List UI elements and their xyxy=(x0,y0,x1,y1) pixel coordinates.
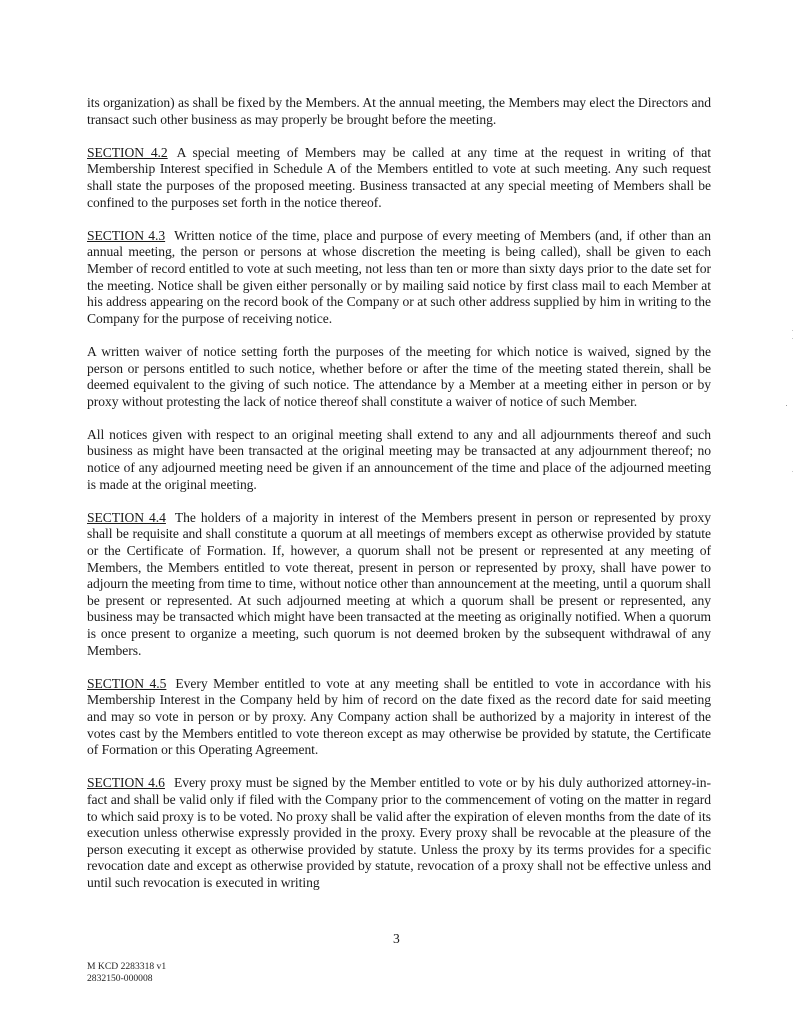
section-heading: SECTION 4.2 xyxy=(87,144,168,160)
section-text: Every proxy must be signed by the Member entitled to vote or by his duly authorized attorney-in-fact and shall be valid only if filed with the Company prior to the commencement of voting on the matter in regard to which said proxy is to be voted. No proxy shall be valid after the expiration of eleven months from the date of its execution unless otherwise expressly provided in the proxy. Every proxy shall be revocable at the pleasure of the person executing it except as otherwise provided by statute. Unless the proxy by its terms provides for a specific revocation date and except as otherwise provided by statute, revocation of a proxy shall not be effective unless and until such revocation is executed in writing xyxy=(87,775,711,890)
scan-artifact xyxy=(792,471,793,472)
section-heading: SECTION 4.4 xyxy=(87,509,166,525)
footer-matter-number: 2832150-000008 xyxy=(87,972,153,984)
page-number: 3 xyxy=(393,931,400,946)
section-text: Written notice of the time, place and purpose of every meeting of Members (and, if other than an annual meeting, the person or persons at whose discretion the meeting is being called), shall be given to each Member of record entitled to vote at such meeting, not less than ten or more than sixty days prior to the date set for the meeting. Notice shall be given either personally or by mailing said notice by first class mail to each Member at his address appearing on the record book of the Company or at such other address supplied by him in writing to the Company for the purpose of receiving notice. xyxy=(87,227,711,326)
paragraph-intro-continuation xyxy=(87,95,711,128)
section-4-4 xyxy=(87,510,711,659)
section-4-5 xyxy=(87,676,711,759)
section-4-3 xyxy=(87,228,711,328)
section-heading: SECTION 4.5 xyxy=(87,675,167,691)
paragraph-text: its organization) as shall be fixed by the Members. At the annual meeting, the Members may elect the Directors and transact such other business as may properly be brought before the meeting. xyxy=(87,95,711,127)
section-text: The holders of a majority in interest of the Members present in person or represented by proxy shall be requisite and shall constitute a quorum at all meetings of members except as otherwise provided by statute or the Certificate of Formation. If, however, a quorum shall not be present or represented at any meeting of Members, the Members entitled to vote thereat, present in person or represented by proxy, shall have power to adjourn the meeting from time to time, without notice other than announcement at the meeting, until a quorum shall be present or represented. At such adjourned meeting at which a quorum shall be present or represented, any business may be transacted which might have been transacted at the meeting as originally notified. When a quorum is once present to organize a meeting, such quorum is not deemed broken by the subsequent withdrawal of any Members. xyxy=(87,509,711,658)
section-heading: SECTION 4.6 xyxy=(87,775,165,791)
section-text: A special meeting of Members may be called at any time at the request in writing of that Membership Interest specified in Schedule A of the Members entitled to vote at such meeting. Any such request shall state the purposes of the proposed meeting. Business transacted at any special meeting of Members shall be confined to the purposes set forth in the notice thereof. xyxy=(87,144,711,210)
section-4-2 xyxy=(87,145,711,211)
section-text: Every Member entitled to vote at any meeting shall be entitled to vote in accordance with his Membership Interest in the Company held by him of record on the date fixed as the record date for said meeting and may so vote in person or by proxy. Any Company action shall be authorized by a majority in interest of the votes cast by the Members entitled to vote thereon except as may otherwise be provided by statute, the Certificate of Formation or this Operating Agreement. xyxy=(87,675,711,758)
scan-artifact xyxy=(792,330,793,331)
paragraph-adjournments xyxy=(87,427,711,493)
document-footer xyxy=(87,961,166,984)
scan-artifact xyxy=(786,405,787,406)
paragraph-text: A written waiver of notice setting forth the purposes of the meeting for which notice is waived, signed by the person or persons entitled to such notice, whether before or after the time of the meeting stated therein, shall be deemed equivalent to the giving of such notice. The attendance by a Member at a meeting either in person or by proxy without protesting the lack of notice thereof shall constitute a waiver of notice of such Member. xyxy=(87,343,711,409)
section-heading: SECTION 4.3 xyxy=(87,227,166,243)
document-page xyxy=(87,95,711,908)
paragraph-waiver-of-notice xyxy=(87,344,711,410)
paragraph-text: All notices given with respect to an original meeting shall extend to any and all adjournments thereof and such business as might have been transacted at the original meeting may be transacted at any adjournment thereof; no notice of any adjourned meeting need be given if an announcement of the time and place of the adjourned meeting is made at the original meeting. xyxy=(87,426,711,492)
footer-doc-id: M KCD 2283318 v1 xyxy=(87,961,167,972)
section-4-6 xyxy=(87,775,711,891)
scan-artifact xyxy=(792,338,793,339)
